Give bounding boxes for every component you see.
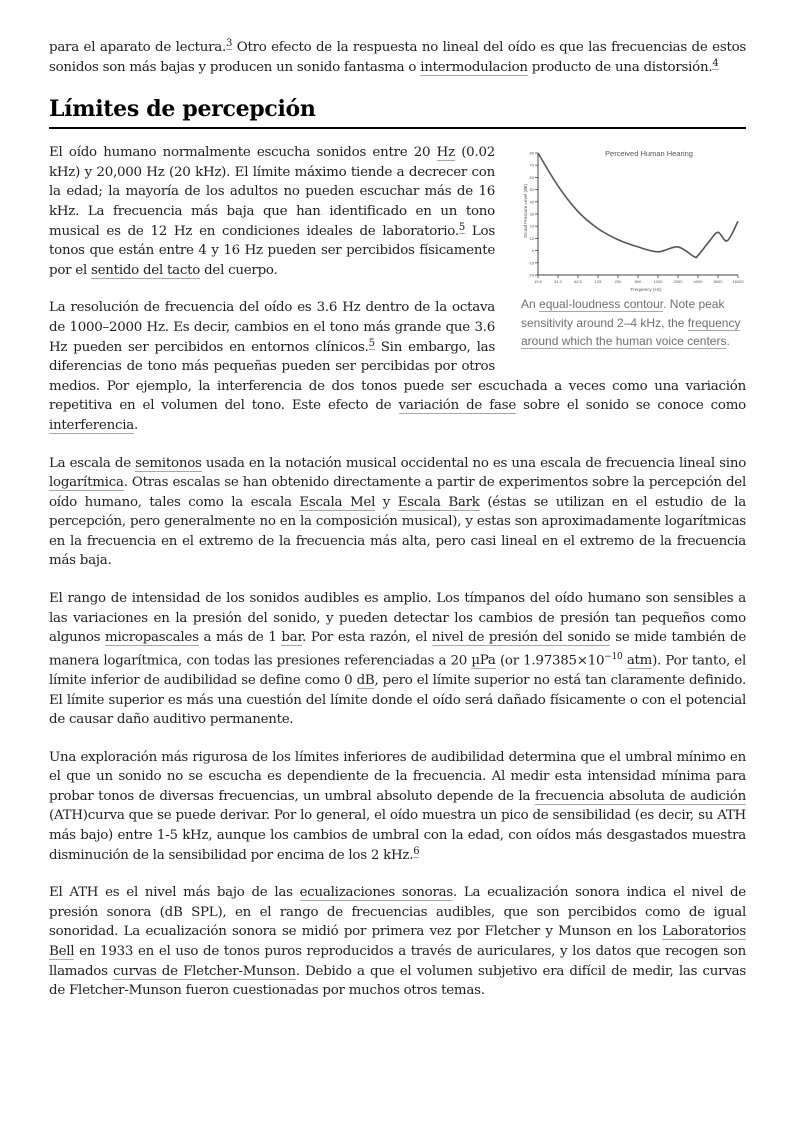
svg-text:60: 60: [529, 175, 534, 181]
paragraph-equal-loudness: El ATH es el nivel más bajo de las ecualizaciones sonoras. La ecualización sonora indica el nivel de presión sonora (dB SPL), en el rango de frecuencias audibles, que son percibidos como de igual sonoridad. La ecualización sonora se midió por primera vez por Fletcher y Munson en los Laboratorios Bell en 1933 en el uso de tonos puros reproducidos a través de auriculares, y los datos que recogen son llamados curvas de Fletcher-Munson. Debido a que el volumen subjetivo era difícil de medir, las curvas de Fletcher-Munson fueron cuestionadas por muchos otros temas.: [49, 885, 746, 999]
svg-text:500: 500: [634, 279, 642, 285]
footnote-ref-5[interactable]: 5: [458, 221, 465, 233]
section-heading: Límites de percepción: [49, 95, 746, 129]
link-micropascales[interactable]: micropascales: [105, 630, 199, 646]
link-semitonos[interactable]: semitonos: [135, 455, 202, 471]
svg-text:70: 70: [529, 162, 534, 168]
exponent: −10: [604, 651, 623, 662]
svg-text:-10: -10: [528, 260, 534, 266]
link-logaritmica[interactable]: logarítmica: [49, 475, 124, 491]
paragraph-hearing-range: El oído humano normalmente escucha sonidos entre 20 Hz (0.02 kHz) y 20,000 Hz (20 kHz). El límite máximo tiende a decrecer con la edad; la mayoría de los adultos no pueden escuchar más de 16 kHz. La frecuencia más baja que han identificado en un tono musical es de 12 Hz en condiciones ideales de laboratorio.$^5$ Los tonos que están entre 4 y 16 Hz pueden ser percibidos físicamente por el sentido del tacto del cuerpo.: [49, 145, 496, 278]
link-micropascal-unit[interactable]: µPa: [471, 653, 496, 669]
svg-text:62.5: 62.5: [574, 279, 582, 285]
link-atm[interactable]: atm: [626, 653, 653, 669]
footnote-ref-6[interactable]: 6: [413, 845, 420, 857]
svg-text:20: 20: [529, 223, 534, 229]
svg-text:-20: -20: [528, 272, 534, 278]
svg-text:250: 250: [614, 279, 622, 285]
svg-text:15.6: 15.6: [534, 279, 542, 285]
paragraph-frequency-resolution: La resolución de frecuencia del oído es 3.6 Hz dentro de la octava de 1000–2000 Hz. Es decir, cambios en el tono más grande que 3.6 Hz pueden ser percibidos en entornos clínicos.$^5$ Sin embargo, las diferencias de tono más pequeñas pueden ser percibidas por otros medios. Por ejemplo, la interferencia de dos tonos puede ser escuchada a veces como una variación repetitiva en el volumen del tono. Este efecto de variación de fase sobre el sonido se conoce como interferencia.: [49, 300, 746, 433]
link-nivel-de-presion-del-sonido[interactable]: nivel de presión del sonido: [431, 630, 611, 646]
link-hz[interactable]: Hz: [436, 145, 455, 161]
link-intermodulacion[interactable]: intermodulacion: [420, 59, 528, 75]
link-variacion-de-fase[interactable]: variación de fase: [398, 398, 516, 414]
paragraph-absolute-threshold: Una exploración más rigurosa de los límites inferiores de audibilidad determina que el umbral mínimo en el que un sonido no se escucha es dependiente de la frecuencia. Al medir esta intensidad mínima para probar tonos de diversas frecuencias, un umbral absoluto depende de la frecuencia absoluta de audición (ATH)curva que se puede derivar. Por lo general, el oído muestra un pico de sensibilidad (es decir, su ATH más bajo) entre 1-5 kHz, aunque los cambios de umbral con la edad, con oídos más desgastados muestra disminución de la sensibilidad por encima de los 2 kHz.$^6$: [49, 749, 746, 863]
link-curvas-fletcher-munson[interactable]: curvas de Fletcher-Munson: [113, 963, 296, 979]
link-ecualizaciones-sonoras[interactable]: ecualizaciones sonoras: [299, 885, 453, 901]
svg-text:4000: 4000: [693, 279, 703, 285]
svg-text:8000: 8000: [713, 279, 723, 285]
link-escala-mel[interactable]: Escala Mel: [299, 494, 376, 510]
link-frecuencia-absoluta-de-audicion[interactable]: frecuencia absoluta de audición: [535, 788, 746, 804]
paragraph-scales: La escala de semitonos usada en la notación musical occidental no es una escala de frecuencia lineal sino logarítmica. Otras escalas se han obtenido directamente a partir de experimentos sobre la percepción del oído humano, tales como la escala Escala Mel y Escala Bark (éstas se utilizan en el estudio de la percepción, pero generalmente no en la composición musical), y estas son aproximadamente logarítmicas en la frecuencia en el extremo de la frecuencia más alta, pero casi lineal en el extremo de la frecuencia más baja.: [49, 455, 747, 569]
figure-equal-loudness: [521, 143, 746, 351]
svg-text:40: 40: [529, 199, 534, 205]
link-escala-bark[interactable]: Escala Bark: [397, 494, 480, 510]
svg-text:125: 125: [594, 279, 602, 285]
chart-xlabel: Frequency (Hz): [630, 287, 662, 293]
article-body: [49, 38, 746, 1019]
link-db[interactable]: dB: [356, 672, 375, 688]
paragraph-intensity-range: El rango de intensidad de los sonidos audibles es amplio. Los tímpanos del oído humano son sensibles a las variaciones en la presión del sonido, y pueden detectar los cambios de presión tan pequeños como algunos micropascales a más de 1 bar. Por esta razón, el nivel de presión del sonido se mide también de manera logarítmica, con todas las presiones referenciadas a 20 µPa (or $1.97385\times 10^{-10}$ atm). Por tanto, el límite inferior de audibilidad se define como 0 dB, pero el límite superior no está tan claramente definido. El límite superior es más una cuestión del límite donde el oído será dañado físicamente o con el potencial de causar daño auditivo permanente.: [49, 591, 746, 728]
footnote-ref-4[interactable]: 4: [712, 57, 719, 69]
svg-text:80: 80: [529, 150, 534, 156]
hearing-chart[interactable]: [521, 143, 746, 293]
svg-text:1000: 1000: [653, 279, 663, 285]
svg-text:2000: 2000: [673, 279, 683, 285]
link-equal-loudness-contour[interactable]: equal-loudness contour: [539, 297, 664, 312]
svg-text:0: 0: [531, 248, 534, 254]
footnote-ref-5b[interactable]: 5: [368, 337, 375, 349]
link-bar[interactable]: bar: [281, 630, 303, 646]
link-laboratorios-bell[interactable]: Laboratorios Bell: [49, 924, 746, 960]
svg-text:10: 10: [529, 236, 534, 242]
link-interferencia[interactable]: interferencia: [49, 417, 134, 433]
chart-ylabel: Sound Pressure Level (dB): [523, 184, 528, 239]
intro-paragraph: para el aparato de lectura.$^3$ Otro efecto de la respuesta no lineal del oído es que las frecuencias de estos sonidos son más bajas y producen un sonido fantasma o intermodulacion producto de una distorsión.$^4$: [49, 38, 747, 75]
svg-text:30: 30: [529, 211, 534, 217]
footnote-ref-3[interactable]: 3: [226, 38, 233, 49]
svg-text:31.2: 31.2: [554, 279, 562, 285]
threshold-curve: [538, 153, 738, 258]
svg-text:16000: 16000: [732, 279, 744, 285]
svg-text:50: 50: [529, 187, 534, 193]
chart-title: Perceived Human Hearing: [605, 149, 693, 159]
figure-caption: An equal-loudness contour. Note peak sensitivity around 2–4 kHz, the frequency around which the human voice centers.: [521, 297, 741, 349]
link-sentido-del-tacto[interactable]: sentido del tacto: [91, 262, 201, 278]
link-voice-frequency[interactable]: frequency around which the human voice centers: [521, 315, 741, 349]
